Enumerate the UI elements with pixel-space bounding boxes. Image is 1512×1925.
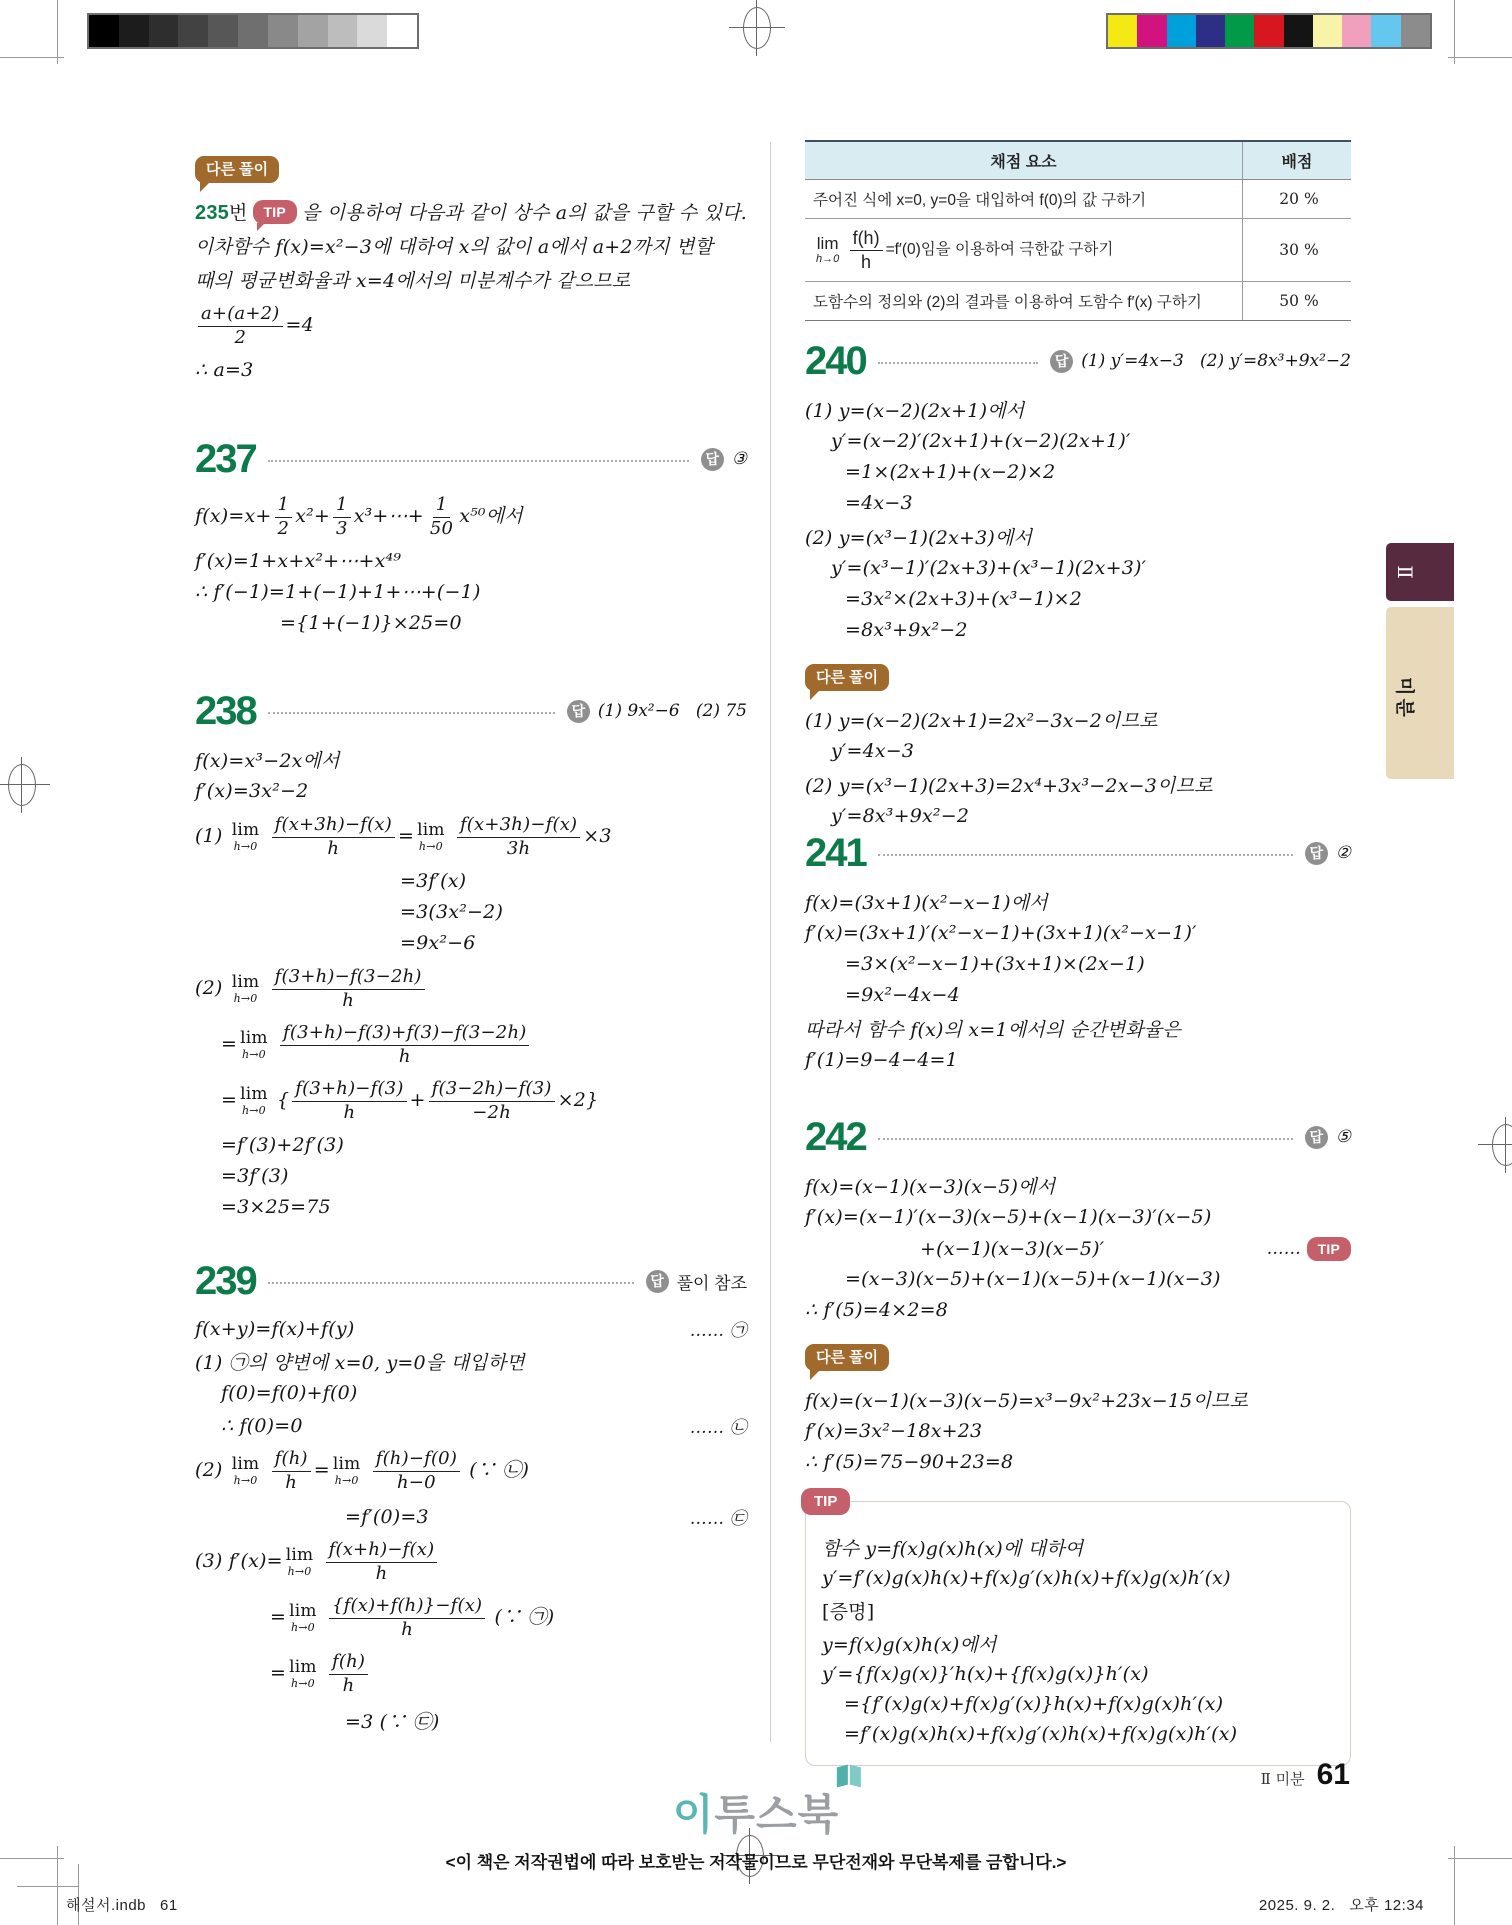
answer-text: ③: [731, 449, 747, 469]
solution-line: =1×(2x+1)+(x−2)×2: [845, 461, 1056, 483]
answer: [646, 1269, 747, 1294]
solution-line: y′=(x³−1)′(2x+3)+(x³−1)(2x+3)′: [831, 557, 1147, 579]
color-swatch: [1401, 15, 1430, 47]
crop-mark: [1454, 0, 1455, 64]
reference-mark: …… ㉠: [689, 1321, 747, 1341]
registration-mark-icon: [729, 0, 785, 56]
column-header-points: 배점: [1243, 141, 1352, 180]
dotted-leader: [878, 854, 1293, 856]
answer-text: 풀이 참조: [676, 1273, 747, 1293]
book-icon: [835, 1764, 863, 1788]
points-cell: 20 %: [1243, 180, 1352, 219]
problem-header: [195, 1260, 747, 1302]
solution-line: [195, 1504, 747, 1529]
registration-mark-icon: [0, 757, 50, 813]
copyright-notice: <이 책은 저작권법에 따라 보호받는 저작물이므로 무단전재와 무단복제를 금합니다.>: [445, 1853, 1067, 1872]
problem-header: [195, 438, 747, 480]
color-swatch: [1342, 15, 1371, 47]
solution-text: ∴ f(0)=0: [221, 1414, 303, 1437]
color-swatch: [1371, 15, 1400, 47]
registration-mark-icon: [1478, 1117, 1512, 1173]
answer-text: ⑤: [1335, 1127, 1351, 1147]
gray-swatch: [178, 15, 208, 47]
problem-242: [805, 1116, 1351, 1766]
gray-swatch: [268, 15, 298, 47]
answer: [1050, 350, 1351, 373]
column-divider: [770, 142, 771, 1742]
tip-box: [805, 1493, 1351, 1766]
table-row: [805, 282, 1351, 321]
solution-line: =3×(x²−x−1)+(3x+1)×(2x−1): [845, 953, 1145, 975]
answer-badge-icon: 답: [1305, 842, 1328, 865]
solution-line: =(x−3)(x−5)+(x−1)(x−5)+(x−1)(x−3): [845, 1268, 1221, 1290]
problem-number: 242: [805, 1115, 866, 1159]
problem-number: 238: [195, 689, 256, 733]
solution-line: =9x²−4x−4: [845, 984, 960, 1006]
tip-line: y′={f(x)g(x)}′h(x)+{f(x)g(x)}h′(x): [822, 1663, 1149, 1685]
solution-line: y′=4x−3: [831, 740, 915, 762]
solution-line: = lim h→0 $\frac{f(3+h)-f(3)+f(3)-f(3-2h)}{h}$: [195, 1022, 747, 1068]
points-cell: 50 %: [1243, 282, 1352, 321]
grayscale-calibration-bar: [87, 13, 419, 49]
file-slug: 해설서.indb 61: [66, 1897, 178, 1914]
crop-mark: [0, 57, 64, 58]
solution-line: f(x)=(3x+1)(x²−x−1)에서: [805, 892, 1048, 914]
answer-badge-icon: 답: [646, 1270, 669, 1293]
crop-mark: [1448, 1858, 1512, 1859]
gray-swatch: [89, 15, 119, 47]
answer: [701, 448, 747, 471]
color-swatch: [1225, 15, 1254, 47]
solution-line: f′(x)=3x²−2: [195, 780, 309, 802]
dotted-leader: [878, 1138, 1293, 1140]
chapter-tab: [1386, 607, 1454, 779]
unit-tab-label: Ⅱ: [1393, 565, 1417, 579]
timestamp-slug: 2025. 9. 2. 오후 12:34: [1258, 1897, 1424, 1914]
solution-line: =3f′(x): [400, 870, 467, 892]
solution-line: f′(1)=9−4−4=1: [805, 1049, 958, 1071]
color-swatch: [1167, 15, 1196, 47]
logo-text-accent: 이: [672, 1791, 715, 1838]
tip-line: =f′(x)g(x)h(x)+f(x)g′(x)h(x)+f(x)g(x)h′(x): [844, 1723, 1238, 1745]
solution-line: (2) lim h→0 $\frac{f(3+h)-f(3-2h)}{h}$: [195, 966, 747, 1012]
problem-238: [195, 690, 747, 1227]
solution-line: ={1+(−1)}×25=0: [280, 612, 462, 634]
reference-mark: …… ㉢: [689, 1509, 747, 1529]
solution-line: ∴ f′(−1)=1+(−1)+1+⋯+(−1): [195, 581, 481, 603]
gray-swatch: [208, 15, 238, 47]
solution-line: f′(x)=(3x+1)′(x²−x−1)+(3x+1)(x²−x−1)′: [805, 922, 1197, 944]
solution-line: (1) ㉠의 양변에 x=0, y=0을 대입하면: [195, 1352, 525, 1374]
dotted-leader: [878, 362, 1038, 364]
solution-line: (1) y=(x−2)(2x+1)에서: [805, 400, 1025, 422]
table-row: [805, 219, 1351, 282]
problem-number: 239: [195, 1259, 256, 1303]
alt-solution-badge: 다른 풀이: [805, 664, 889, 691]
solution-line: =9x²−6: [400, 932, 476, 954]
color-calibration-bar: [1106, 13, 1432, 49]
grading-rubric: [805, 140, 1351, 321]
dotted-leader: [268, 1282, 634, 1284]
alt-solution-236: [195, 156, 747, 390]
tip-line: 함수 y=f(x)g(x)h(x)에 대하여: [822, 1538, 1084, 1560]
solution-line: f′(x)=(x−1)′(x−3)(x−5)+(x−1)(x−3)′(x−5): [805, 1206, 1212, 1228]
reference-mark: …… ㉡: [689, 1418, 747, 1438]
color-swatch: [1137, 15, 1166, 47]
color-swatch: [1196, 15, 1225, 47]
problem-241: [805, 832, 1351, 1080]
solution-line: =3×25=75: [221, 1196, 331, 1218]
solution-line: f(x)=x³−2x에서: [195, 750, 340, 772]
solution-line: f(x)=(x−1)(x−3)(x−5)=x³−9x²+23x−15이므로: [805, 1390, 1249, 1412]
answer-text: ②: [1335, 843, 1351, 863]
crop-mark: [1448, 57, 1512, 58]
alt-solution-badge: 다른 풀이: [195, 156, 279, 183]
answer-badge-icon: 답: [1305, 1126, 1328, 1149]
solution-line: f(0)=f(0)+f(0): [221, 1382, 358, 1404]
table-row: [805, 180, 1351, 219]
problem-number: 240: [805, 339, 866, 383]
solution-line: 때의 평균변화율과 x=4에서의 미분계수가 같으므로: [195, 270, 631, 292]
tip-line: ={f′(x)g(x)+f(x)g′(x)}h(x)+f(x)g(x)h′(x): [844, 1693, 1224, 1715]
page-number: 61: [1316, 1758, 1350, 1791]
solution-line: =3x²×(2x+3)+(x³−1)×2: [845, 588, 1082, 610]
table-header-row: [805, 141, 1351, 180]
solution-line: [195, 1413, 747, 1438]
solution-line: =8x³+9x²−2: [845, 619, 968, 641]
problem-header: [805, 1116, 1351, 1158]
solution-line: =f′(3)+2f′(3): [221, 1134, 345, 1156]
problem-header: [195, 690, 747, 732]
solution-line: f(x)=x+ $\frac{1}{2}$ x²+ $\frac{1}{3}$ x³+⋯+ $\frac{1}{50}$ x⁵⁰에서: [195, 494, 523, 539]
crop-mark: [57, 0, 58, 64]
answer: [567, 700, 747, 723]
gray-swatch: [119, 15, 149, 47]
problem-header: [805, 832, 1351, 874]
chapter-tab-label: 미분: [1393, 677, 1415, 720]
crop-mark: [1454, 1846, 1455, 1925]
solution-line: f(x)=(x−1)(x−3)(x−5)에서: [805, 1176, 1056, 1198]
gray-swatch: [298, 15, 328, 47]
answer-badge-icon: 답: [567, 700, 590, 723]
solution-line: [195, 1316, 747, 1341]
solution-text: f(x+y)=f(x)+f(y): [195, 1317, 355, 1340]
points-cell: 30 %: [1243, 219, 1352, 282]
solution-line: ∴ f′(5)=75−90+23=8: [805, 1451, 1014, 1473]
problem-237: [195, 438, 747, 643]
solution-line: (3) f′(x)= lim h→0 $\frac{f(x+h)-f(x)}{h}$: [195, 1539, 747, 1585]
crop-mark: [17, 1886, 79, 1887]
color-swatch: [1284, 15, 1313, 47]
column-header-criteria: 채점 요소: [805, 141, 1243, 180]
gray-swatch: [387, 15, 417, 47]
solution-text: 을 이용하여 다음과 같이 상수 a의 값을 구할 수 있다.: [301, 202, 747, 224]
page-label: [1261, 1758, 1350, 1792]
solution-line: (1) y=(x−2)(2x+1)=2x²−3x−2이므로: [805, 710, 1158, 732]
color-swatch: [1254, 15, 1283, 47]
tip-badge: TIP: [801, 1488, 850, 1515]
criteria-cell: 도함수의 정의와 (2)의 결과를 이용하여 도함수 f′(x) 구하기: [805, 282, 1243, 321]
problem-ref: 235: [195, 202, 229, 224]
solution-line: y′=(x−2)′(2x+1)+(x−2)(2x+1)′: [831, 430, 1131, 452]
solution-line: (2) y=(x³−1)(2x+3)에서: [805, 527, 1033, 549]
answer-text: (1) 9x²−6 (2) 75: [597, 701, 747, 721]
reference-dots: ……: [1266, 1239, 1301, 1259]
solution-line: = lim h→0 { $\frac{f(3+h)-f(3)}{h}$ + $\frac{f(3-2h)-f(3)}{-2h}$ ×2}: [221, 1078, 599, 1123]
solution-line: (1) lim h→0 $\frac{f(x+3h)-f(x)}{h}$ = lim h→0 $\frac{f(x+3h)-f(x)}{3h}$ ×3: [195, 814, 612, 859]
solution-line: y′=8x³+9x²−2: [831, 805, 970, 827]
dotted-leader: [268, 712, 555, 714]
criteria-cell: lim h→0 $\frac{f(h)}{h}$ =f′(0)임을 이용하여 극한값 구하기: [805, 219, 1243, 282]
solution-line: (2) lim h→0 $\frac{f(h)}{h}$ = lim h→0 $\frac{f(h)-f(0)}{h-0}$ (∵ ㉡): [195, 1448, 530, 1493]
gray-swatch: [357, 15, 387, 47]
solution-line: (2) y=(x³−1)(2x+3)=2x⁴+3x³−2x−3이므로: [805, 775, 1213, 797]
solution-line: [805, 1237, 1351, 1261]
solution-text: =f′(0)=3: [345, 1505, 429, 1528]
problem-240: [805, 340, 1351, 836]
section-label: Ⅱ 미분: [1260, 1770, 1305, 1788]
rubric-table: [805, 140, 1351, 321]
solution-line: ∴ a=3: [195, 359, 254, 381]
crop-mark: [0, 1858, 64, 1859]
solution-line: =3(3x²−2): [400, 901, 504, 923]
tip-badge: TIP: [1307, 1237, 1351, 1261]
tip-line: y′=f′(x)g(x)h(x)+f(x)g′(x)h(x)+f(x)g(x)h′(x): [822, 1567, 1231, 1589]
etoosbook-logo: [673, 1782, 839, 1842]
answer: [1305, 1126, 1351, 1149]
solution-line: = lim h→0 $\frac{\{f(x)+f(h)\}-f(x)}{h}$ (∵ ㉠): [270, 1595, 555, 1640]
tip-line: y=f(x)g(x)h(x)에서: [822, 1634, 997, 1656]
color-swatch: [1313, 15, 1342, 47]
solution-line: ∴ f′(5)=4×2=8: [805, 1299, 949, 1321]
dotted-leader: [268, 460, 689, 462]
solution-line: 따라서 함수 f(x)의 x=1에서의 순간변화율은: [805, 1019, 1181, 1041]
solution-line: =3 (∵ ㉢): [345, 1711, 440, 1733]
solution-line: $\frac{a+(a+2)}{2}$ =4: [195, 303, 747, 349]
answer-text: (1) y′=4x−3 (2) y′=8x³+9x²−2: [1081, 351, 1351, 371]
problem-ref-suffix: 번: [228, 202, 248, 224]
criteria-cell: 주어진 식에 x=0, y=0을 대입하여 f(0)의 값 구하기: [805, 180, 1243, 219]
answer: [1305, 842, 1351, 865]
color-swatch: [1108, 15, 1137, 47]
answer-badge-icon: 답: [1050, 350, 1073, 373]
gray-swatch: [149, 15, 179, 47]
unit-tab: [1386, 543, 1454, 601]
solution-line: =4x−3: [845, 492, 913, 514]
problem-239: [195, 1260, 747, 1741]
problem-header: [805, 340, 1351, 382]
solution-line: [195, 198, 747, 225]
problem-number: 241: [805, 831, 866, 875]
gray-swatch: [238, 15, 268, 47]
gray-swatch: [328, 15, 358, 47]
answer-badge-icon: 답: [701, 448, 724, 471]
tip-badge: TIP: [253, 200, 297, 224]
solution-line: 이차함수 f(x)=x²−3에 대하여 x의 값이 a에서 a+2까지 변할: [195, 236, 714, 258]
solution-line: =3f′(3): [221, 1165, 289, 1187]
solution-line: f′(x)=3x²−18x+23: [805, 1420, 983, 1442]
tip-reference: [1267, 1237, 1351, 1261]
solution-text: +(x−1)(x−3)(x−5)′: [920, 1238, 1105, 1260]
problem-number: 237: [195, 437, 256, 481]
logo-text: 투스북: [714, 1791, 840, 1838]
tip-line: [증명]: [822, 1601, 875, 1623]
solution-line: = lim h→0 $\frac{f(h)}{h}$: [195, 1651, 747, 1697]
alt-solution-badge: 다른 풀이: [805, 1344, 889, 1371]
solution-line: f′(x)=1+x+x²+⋯+x⁴⁹: [195, 550, 402, 572]
